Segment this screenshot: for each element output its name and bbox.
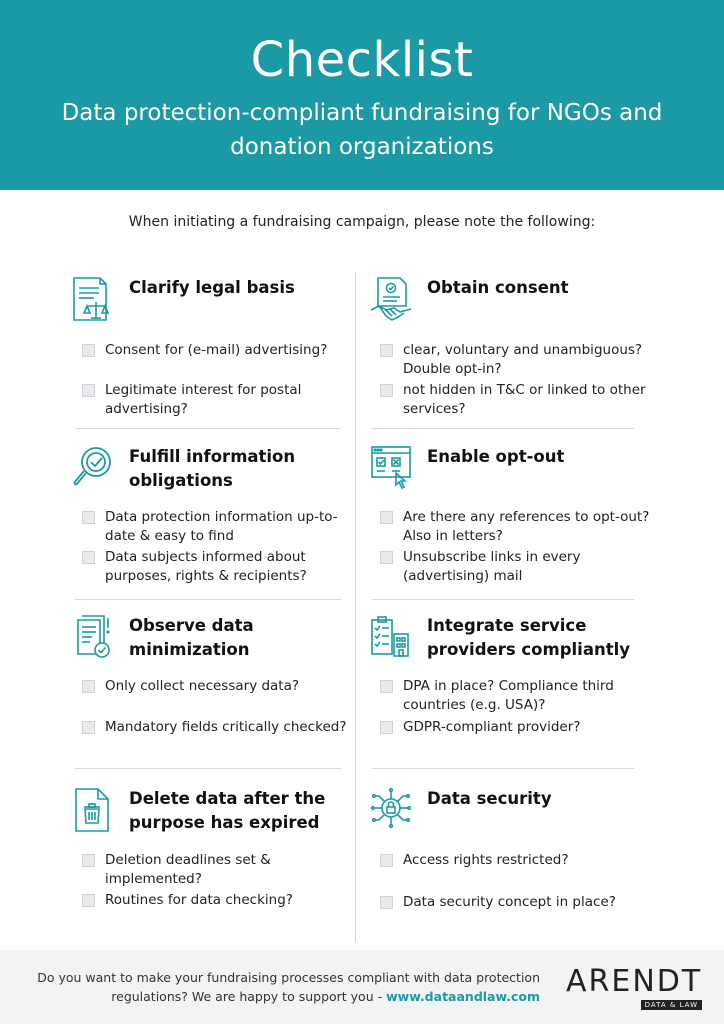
- website-link[interactable]: www.dataandlaw.com: [386, 989, 540, 1004]
- checkbox[interactable]: [82, 551, 95, 564]
- magnifier-check-icon: [72, 445, 114, 491]
- section-title: Fulfill information obligations: [129, 447, 296, 490]
- document-check-icon: [72, 614, 114, 660]
- checkbox[interactable]: [82, 721, 95, 734]
- checklist-building-icon: [370, 614, 412, 660]
- checkbox[interactable]: [82, 680, 95, 693]
- subtitle-line-2: donation organizations: [230, 134, 494, 160]
- footer-text: [20, 968, 540, 1006]
- section-title: Data security: [427, 789, 552, 808]
- column-divider: [355, 272, 356, 942]
- browser-checkbox-icon: [370, 445, 412, 491]
- intro-text: When initiating a fundraising campaign, please note the following:: [128, 214, 596, 230]
- security-lock-circuit-icon: [370, 787, 412, 833]
- row-divider: [75, 428, 341, 429]
- checkbox[interactable]: [82, 344, 95, 357]
- file-trash-icon: [72, 787, 114, 833]
- section-title: Enable opt-out: [427, 447, 565, 466]
- section-title: Observe data minimization: [129, 616, 254, 659]
- checkbox[interactable]: [82, 384, 95, 397]
- checkbox[interactable]: [380, 721, 393, 734]
- row-divider: [372, 428, 634, 429]
- section-title: Clarify legal basis: [129, 278, 295, 297]
- footer-line-2: regulations? We are happy to support you - www.dataandlaw.com: [111, 989, 540, 1004]
- row-divider: [75, 768, 341, 769]
- footer: [0, 950, 724, 1024]
- checkbox[interactable]: [82, 511, 95, 524]
- section-title: Integrate service providers compliantly: [427, 616, 631, 659]
- footer-line-1: Do you want to make your fundraising processes compliant with data protection: [37, 970, 540, 985]
- page-subtitle: [20, 96, 704, 164]
- row-divider: [75, 599, 341, 600]
- row-divider: [372, 599, 634, 600]
- checkbox[interactable]: [380, 384, 393, 397]
- checkbox[interactable]: [82, 854, 95, 867]
- header-banner: [0, 0, 724, 190]
- checkbox[interactable]: [380, 896, 393, 909]
- page-title: Checklist: [250, 32, 474, 88]
- checkbox[interactable]: [380, 551, 393, 564]
- row-divider: [372, 768, 634, 769]
- checkbox[interactable]: [380, 680, 393, 693]
- checkbox[interactable]: [380, 854, 393, 867]
- section-title: Delete data after the purpose has expired: [129, 789, 326, 832]
- legal-document-scale-icon: [72, 276, 114, 322]
- arendt-logo: ARENDT DATA & LAW: [566, 964, 703, 1009]
- checkbox[interactable]: [82, 894, 95, 907]
- checkbox[interactable]: [380, 344, 393, 357]
- section-title: Obtain consent: [427, 278, 569, 297]
- contract-handshake-icon: [370, 276, 412, 322]
- subtitle-line-1: Data protection-compliant fundraising for NGOs and: [61, 100, 663, 126]
- checkbox[interactable]: [380, 511, 393, 524]
